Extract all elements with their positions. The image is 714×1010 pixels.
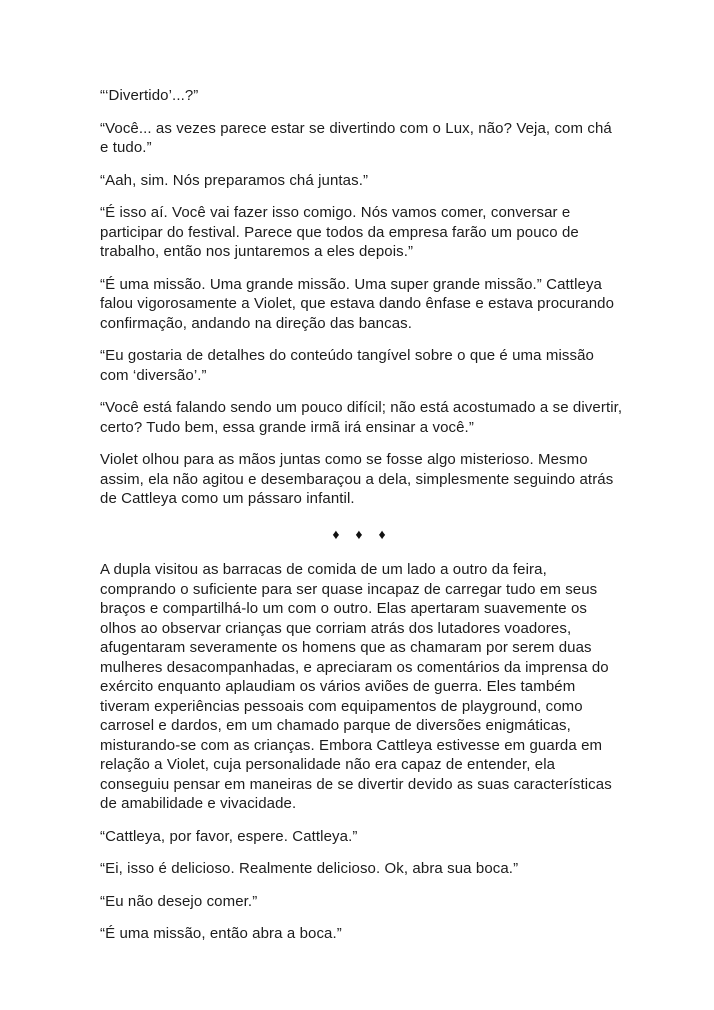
paragraph: A dupla visitou as barracas de comida de um lado a outro da feira, comprando o suficiente para ser quase incapaz de carregar tudo em seus braços e compartilhá-lo um com o outro. Elas apertaram suavemente os olhos ao observar crianças que corriam atrás dos lutadores voadores, afugentaram severamente os homens que as chamaram por serem duas mulheres desacompanhadas, e apreciaram os comentários da imprensa do exército enquanto aplaudiam os vários aviões de guerra. Eles também tiveram experiências pessoais com equipamentos de playground, como carrosel e dardos, em um chamado parque de diversões enigmáticas, misturando-se com as crianças. Embora Cattleya estivesse em guarda em relação a Violet, cuja personalidade não era capaz de entender, ela conseguiu pensar em maneiras de se divertir devido as suas características de amabilidade e vivacidade. — [100, 561, 612, 812]
paragraph: “É uma missão, então abra a boca.” — [100, 925, 342, 942]
paragraph: “Aah, sim. Nós preparamos chá juntas.” — [100, 171, 369, 189]
document-body — [100, 86, 624, 957]
paragraph: “É uma missão. Uma grande missão. Uma super grande missão.” Cattleya falou vigorosamente a Violet, que estava dando ênfase e estava procurando confirmação, andando na direção das bancas. — [100, 275, 615, 332]
paragraph: “Cattleya, por favor, espere. Cattleya.” — [100, 827, 358, 845]
section-separator: ♦ ♦ ♦ — [332, 525, 392, 542]
paragraph: “Eu não desejo comer.” — [100, 892, 258, 910]
paragraph: “Eu gostaria de detalhes do conteúdo tangível sobre o que é uma missão com ‘diversão’.” — [100, 347, 594, 384]
paragraph: “Você... as vezes parece estar se divertindo com o Lux, não? Veja, com chá e tudo.” — [100, 119, 612, 156]
paragraph: “Você está falando sendo um pouco difícil; não está acostumado a se divertir, certo? Tudo bem, essa grande irmã irá ensinar a você.” — [100, 399, 623, 436]
paragraph: Violet olhou para as mãos juntas como se fosse algo misterioso. Mesmo assim, ela não agitou e desembaraçou a dela, simplesmente seguindo atrás de Cattleya como um pássaro infantil. — [100, 451, 614, 507]
paragraph: “‘Divertido’...?” — [100, 87, 199, 104]
paragraph: “É isso aí. Você vai fazer isso comigo. Nós vamos comer, conversar e participar do festival. Parece que todos da empresa farão um pouco de trabalho, então nos juntaremos a eles depois.” — [100, 204, 579, 260]
paragraph: “Ei, isso é delicioso. Realmente delicioso. Ok, abra sua boca.” — [100, 860, 519, 877]
